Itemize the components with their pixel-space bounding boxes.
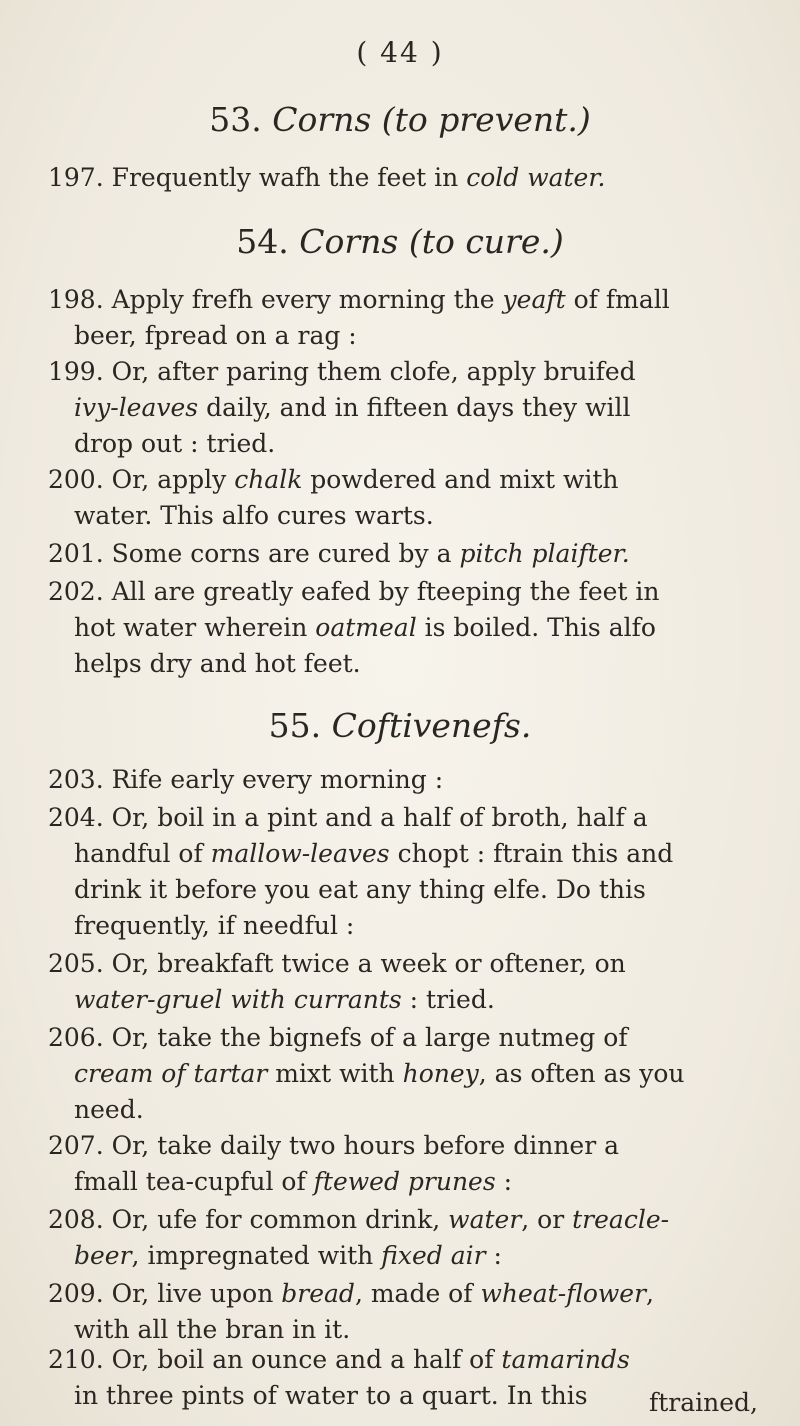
entry-line: 210. Or, boil an ounce and a half of tamarinds [48,1345,630,1374]
section-heading-54 [0,222,800,261]
entry-line: hot water wherein oatmeal is boiled. This alfo [74,613,656,642]
entry-199 [48,354,758,462]
entry-line: drink it before you eat any thing elfe. Do this [74,875,646,904]
section-title: Coftivenefs. [331,706,532,745]
entry-line: drop out : tried. [74,429,276,458]
entry-line: 209. Or, live upon bread, made of wheat-flower, [48,1279,654,1308]
entry-line: in three pints of water to a quart. In this [74,1381,588,1410]
entry-209 [48,1276,758,1348]
entry-207 [48,1128,758,1200]
entry-line: need. [74,1095,144,1124]
entry-line: 198. Apply frefh every morning the yeaft of fmall [48,285,670,314]
entry-line: with all the bran in it. [74,1315,351,1344]
entry-line: 203. Rife early every morning : [48,765,444,794]
entry-197 [48,160,758,196]
entry-201 [48,536,758,572]
entry-line: fmall tea-cupful of ftewed prunes : [74,1167,513,1196]
section-number: 53. [209,100,262,139]
entry-line: frequently, if needful : [74,911,355,940]
entry-line: 205. Or, breakfaft twice a week or oftener, on [48,949,626,978]
entry-line: 206. Or, take the bignefs of a large nutmeg of [48,1023,628,1052]
entry-line: 202. All are greatly eafed by fteeping the feet in [48,577,660,606]
section-heading-53 [0,100,800,139]
entry-line: beer, fpread on a rag : [74,321,357,350]
page-number: ( 44 ) [356,36,444,69]
entry-202 [48,574,758,682]
section-number: 55. [268,706,322,745]
entry-206 [48,1020,758,1128]
section-heading-55 [0,706,800,745]
section-title: Corns (to prevent.) [272,100,591,139]
entry-line: 199. Or, after paring them clofe, apply bruifed [48,357,636,386]
entry-205 [48,946,758,1018]
entry-200 [48,462,758,534]
entry-204 [48,800,758,944]
section-title: Corns (to cure.) [299,222,564,261]
entry-line: 197. Frequently wafh the feet in cold water. [48,163,606,192]
entry-line: 208. Or, ufe for common drink, water, or treacle- [48,1205,670,1234]
entry-203 [48,762,758,798]
section-number: 54. [236,222,289,261]
entry-line: 201. Some corns are cured by a pitch plaifter. [48,539,630,568]
entry-198 [48,282,758,354]
entry-line: handful of mallow-leaves chopt : ftrain this and [74,839,674,868]
entry-line: water. This alfo cures warts. [74,501,434,530]
entry-line: water-gruel with currants : tried. [74,985,495,1014]
entry-line: ivy-leaves daily, and in fifteen days they will [74,393,631,422]
entry-line: helps dry and hot feet. [74,649,361,678]
entry-208 [48,1202,758,1274]
entry-line: 200. Or, apply chalk powdered and mixt with [48,465,619,494]
entry-line: cream of tartar mixt with honey, as often as you [74,1059,685,1088]
entry-line: 207. Or, take daily two hours before dinner a [48,1131,620,1160]
entry-line: 204. Or, boil in a pint and a half of broth, half a [48,803,648,832]
entry-line: beer, impregnated with fixed air : [74,1241,502,1270]
catchword: ftrained, [649,1388,758,1417]
